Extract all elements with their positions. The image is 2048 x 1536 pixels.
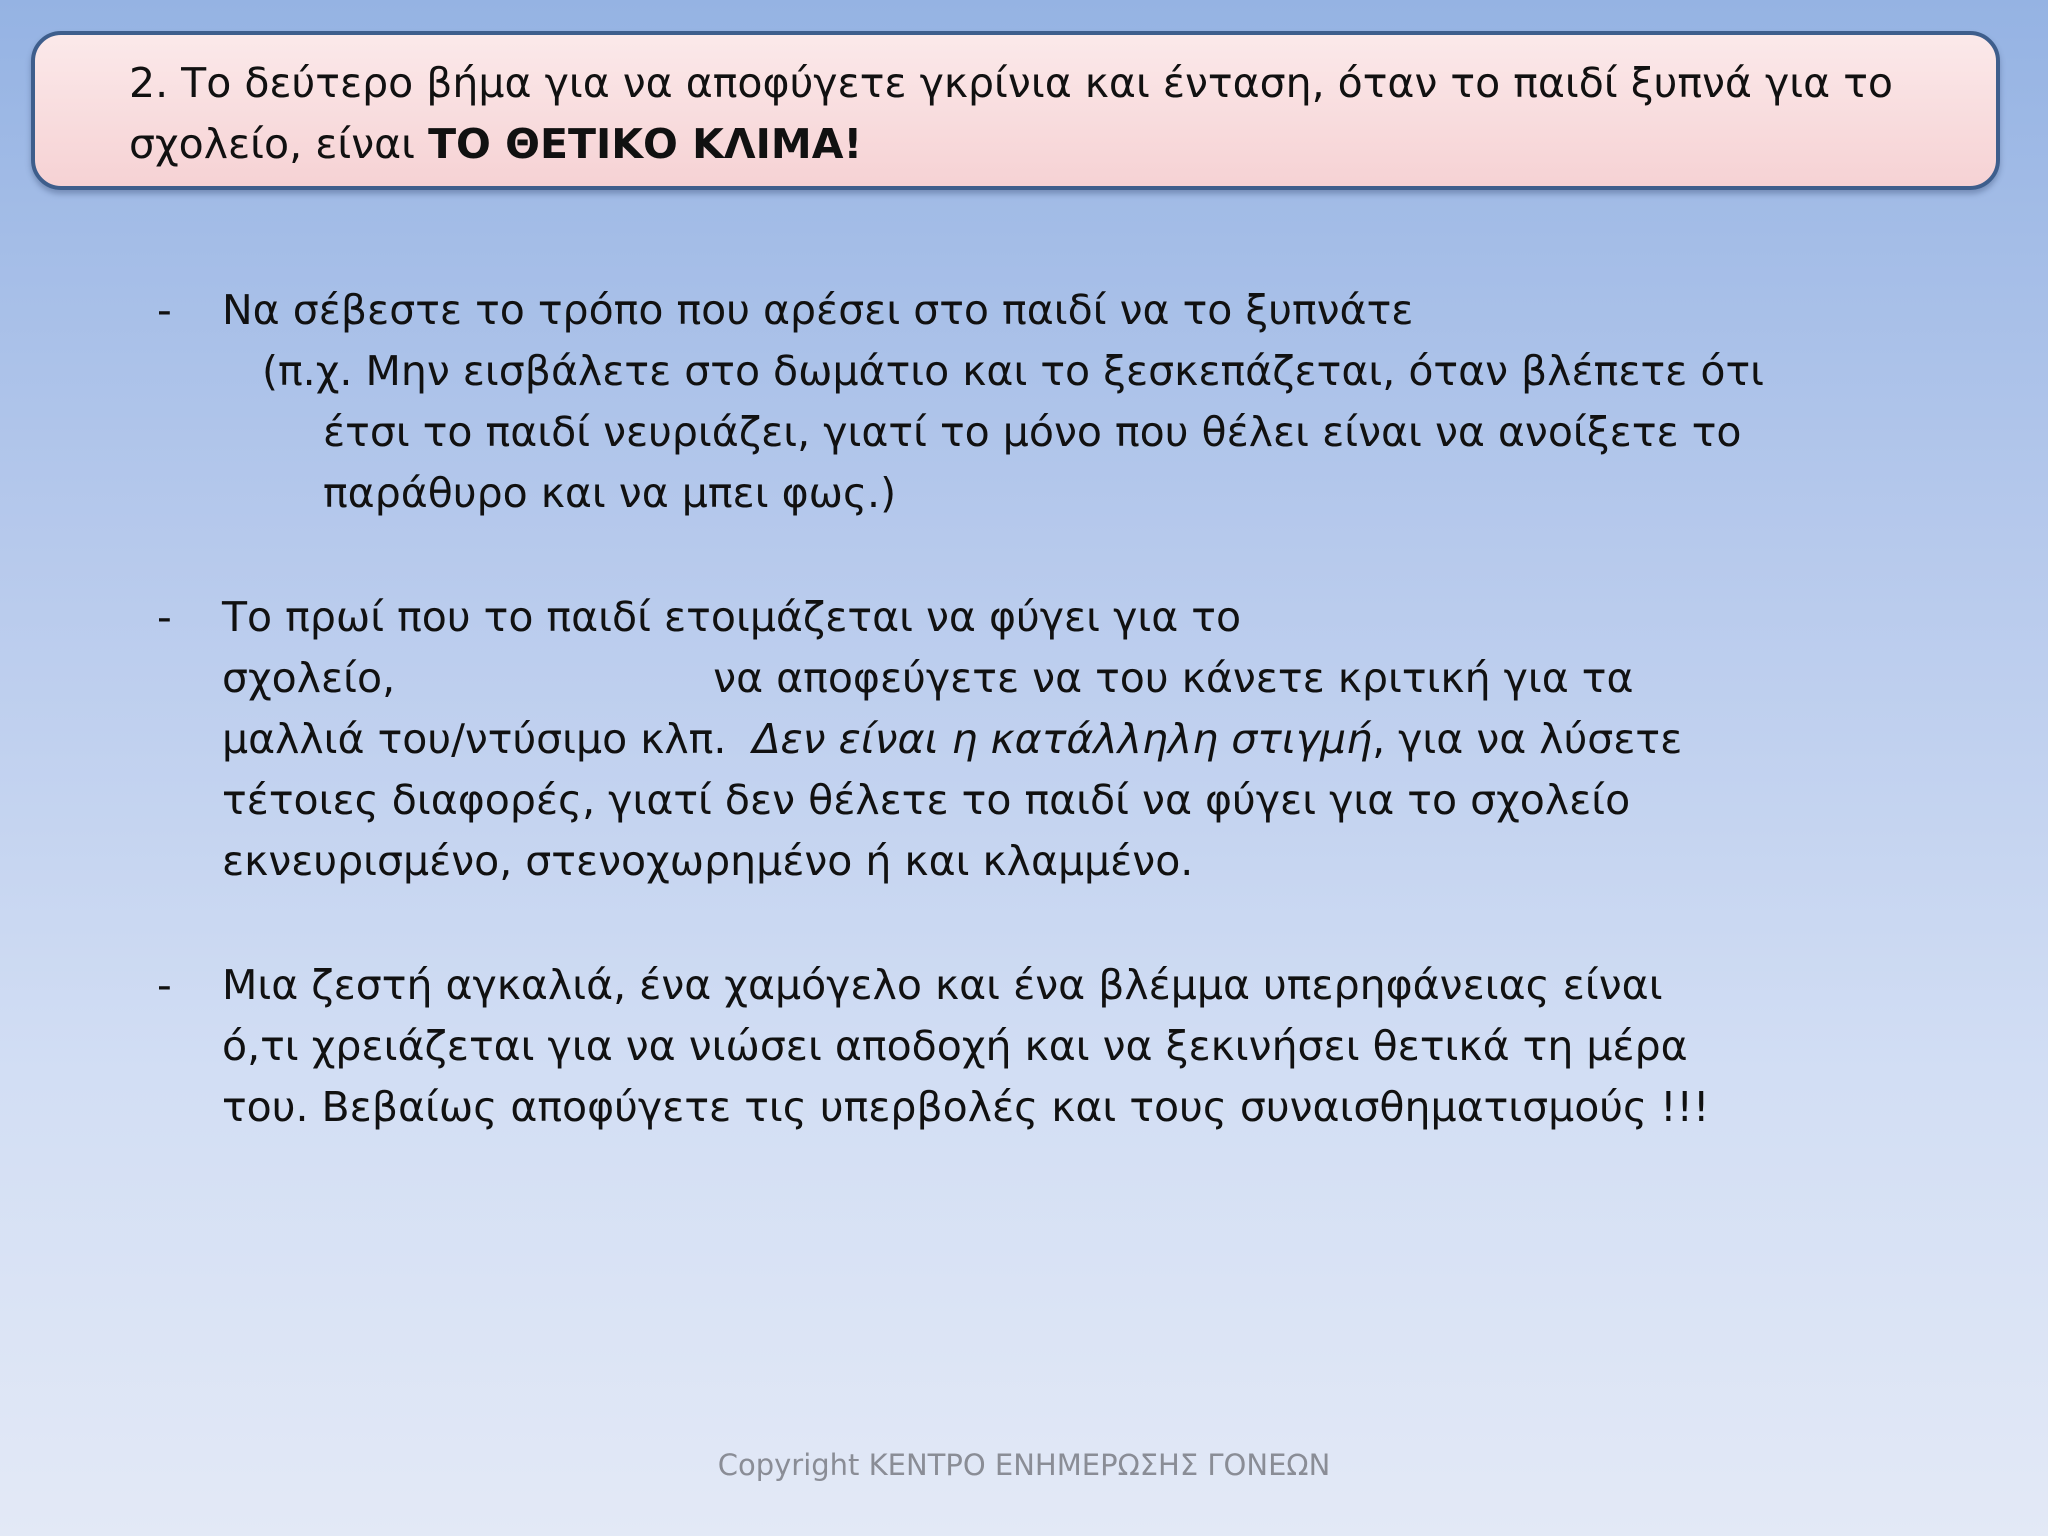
bullet-2-line-4: τέτοιες διαφορές, γιατί δεν θέλετε το παιδί να φύγει για το σχολείο <box>222 776 1631 824</box>
bullet-3-line-1: Μια ζεστή αγκαλιά, ένα χαμόγελο και ένα βλέμμα υπερηφάνειας είναι <box>222 961 1663 1009</box>
bullet-dash: - <box>157 286 172 334</box>
bullet-2-line-3 <box>0 709 2048 770</box>
bullet-dash: - <box>157 961 172 1009</box>
bullet-item-2 <box>0 587 2048 892</box>
bullet-2-line-2-start: σχολείο, <box>222 654 396 702</box>
bullet-item-3 <box>0 955 2048 1138</box>
bullet-2-line-3-start: μαλλιά του/ντύσιμο κλπ. <box>222 715 753 763</box>
bullet-3-line-3: του. Βεβαίως αποφύγετε τις υπερβολές και τους συναισθηματισμούς !!! <box>222 1083 1710 1131</box>
title-box <box>31 31 2000 190</box>
bullet-item-1 <box>0 280 2048 524</box>
bullet-2-line-2-end: να αποφεύγετε να του κάνετε κριτική για τα <box>713 654 1634 702</box>
bullet-1-line-3: έτσι το παιδί νευριάζει, γιατί το μόνο που θέλει είναι να ανοίξετε το <box>323 408 1742 456</box>
slide-title-emphasis: ΤΟ ΘΕΤΙΚΟ ΚΛΙΜΑ! <box>428 120 863 168</box>
bullet-1-line-4: παράθυρο και να μπει φως.) <box>323 469 897 517</box>
bullet-2-line-3-end: , για να λύσετε <box>1372 715 1683 763</box>
bullet-2-line-2 <box>0 648 2048 709</box>
slide-title <box>129 53 1969 175</box>
copyright-footer: Copyright ΚΕΝΤΡΟ ΕΝΗΜΕΡΩΣΗΣ ΓΟΝΕΩΝ <box>717 1448 1331 1482</box>
bullet-1-line-1: Να σέβεστε το τρόπο που αρέσει στο παιδί να το ξυπνάτε <box>222 286 1414 334</box>
bullet-3-line-2: ό,τι χρειάζεται για να νιώσει αποδοχή και να ξεκινήσει θετικά τη μέρα <box>222 1022 1688 1070</box>
bullet-2-emphasis: Δεν είναι η κατάλληλη στιγμή <box>752 715 1373 763</box>
slide-title-text: 2. Το δεύτερο βήμα για να αποφύγετε γκρίνια και ένταση, όταν το παιδί ξυπνά για το σχολείο, είναι <box>129 59 1893 168</box>
bullet-1-line-2: (π.χ. Μην εισβάλετε στο δωμάτιο και το ξεσκεπάζεται, όταν βλέπετε ότι <box>262 347 1765 395</box>
bullet-2-line-5: εκνευρισμένο, στενοχωρημένο ή και κλαμμένο. <box>222 837 1194 885</box>
bullet-dash: - <box>157 593 172 641</box>
bullet-2-line-1: Το πρωί που το παιδί ετοιμάζεται να φύγει για το <box>222 593 1242 641</box>
